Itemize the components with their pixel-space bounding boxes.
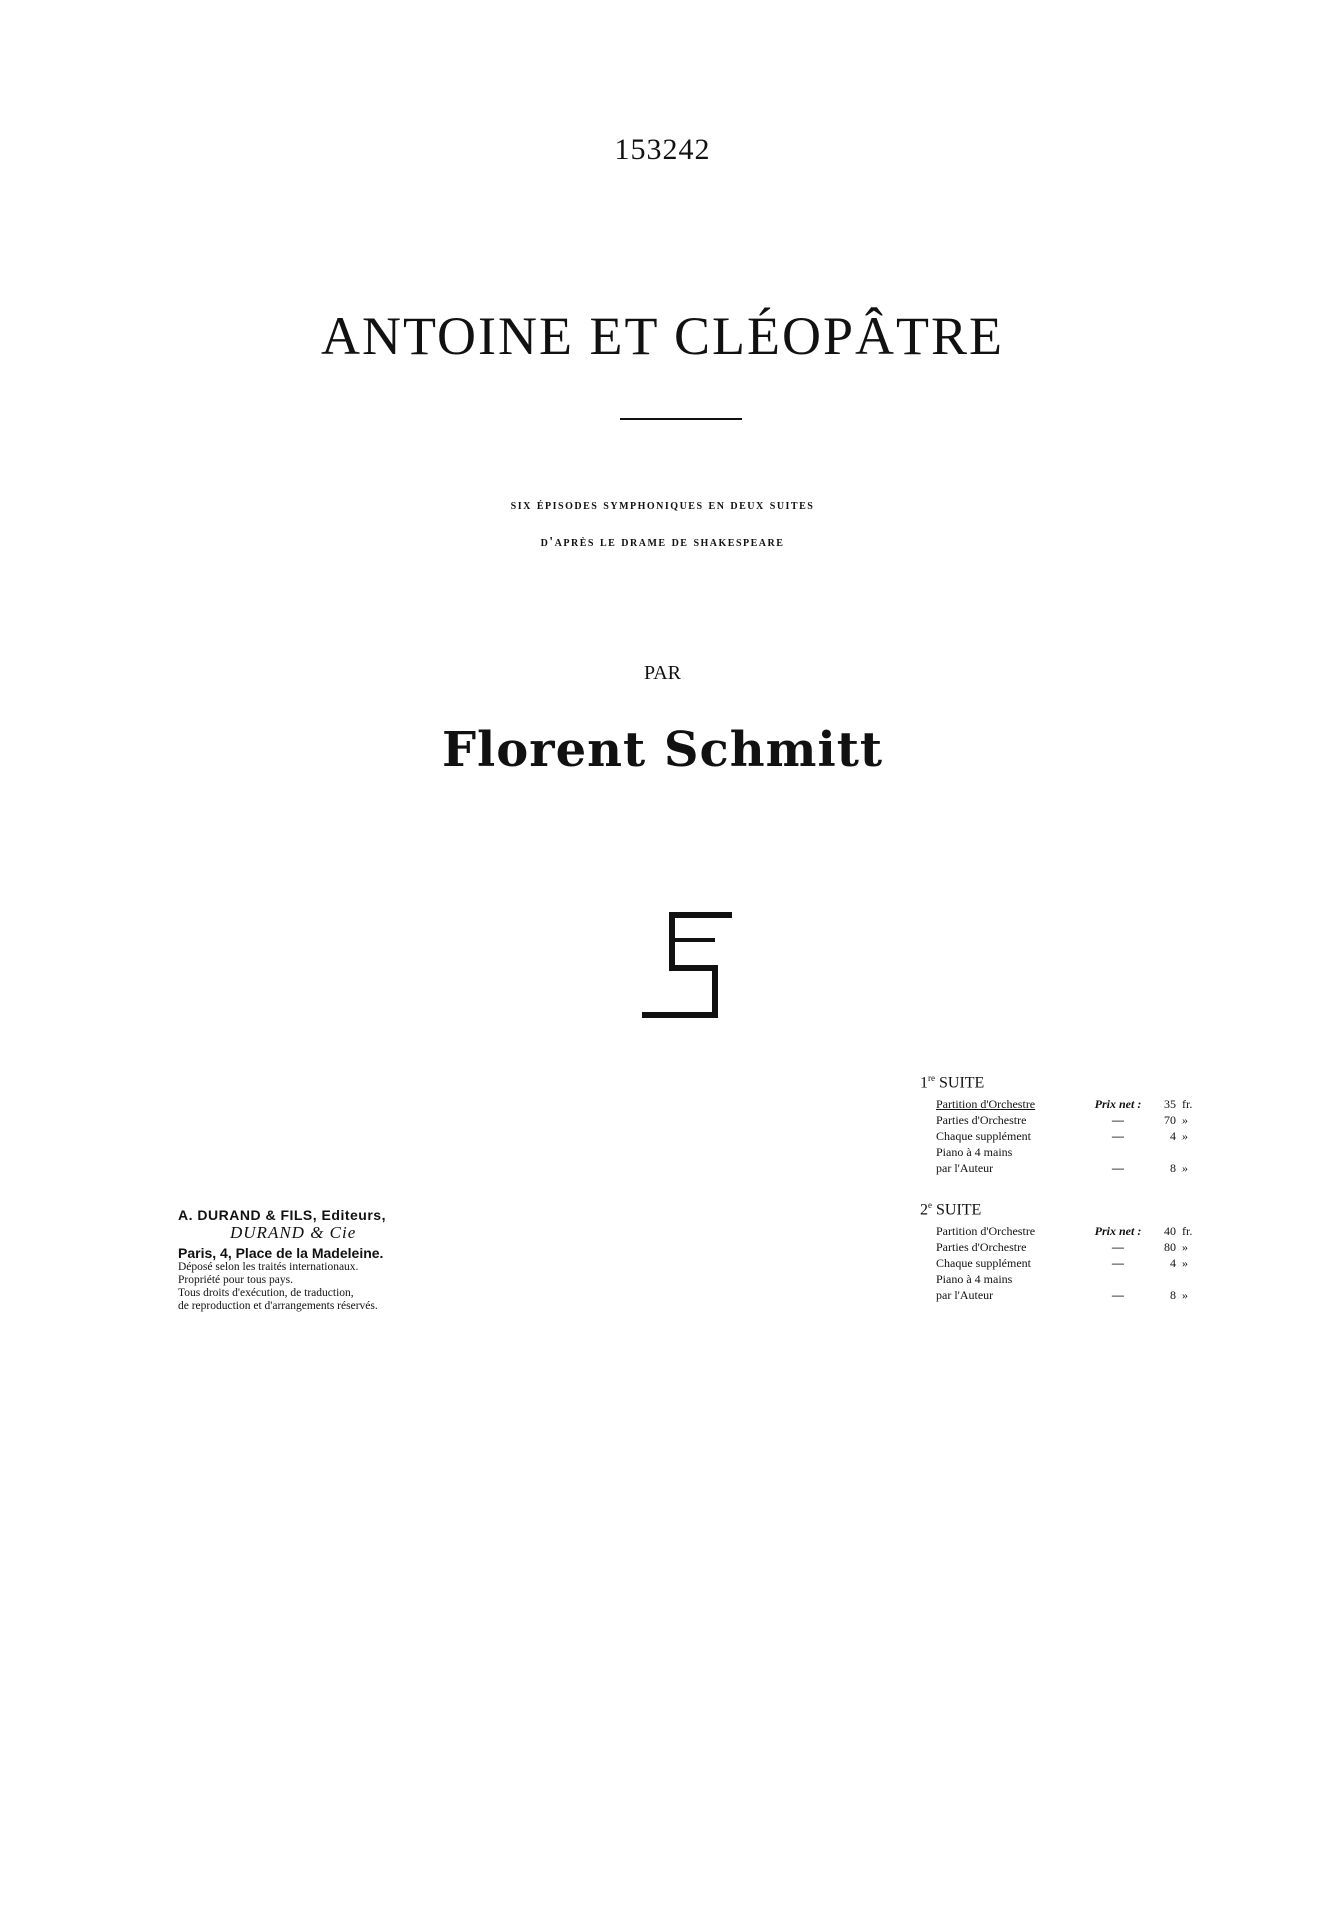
row-mid: —: [1112, 1113, 1124, 1128]
suite1-label: SUITE: [939, 1074, 985, 1092]
suite1-price-list: [920, 1073, 1193, 1176]
row-label: Piano à 4 mains: [936, 1145, 1013, 1160]
title-divider: [620, 418, 742, 420]
row-value: 40: [1164, 1224, 1176, 1239]
row-value: 80: [1164, 1240, 1176, 1255]
price-row: [936, 1128, 1190, 1144]
publisher-line1: A. DURAND & FILS, Editeurs,: [178, 1207, 386, 1223]
row-unit: »: [1182, 1129, 1188, 1144]
subtitle-line1: six épisodes symphoniques en deux suites: [510, 498, 815, 513]
catalog-number: 153242: [614, 133, 711, 166]
row-value: 8: [1170, 1288, 1176, 1303]
row-mid: Prix net :: [1094, 1224, 1142, 1239]
price-row: [936, 1255, 1190, 1271]
row-label: Parties d'Orchestre: [936, 1113, 1027, 1128]
row-label: Partition d'Orchestre: [936, 1224, 1036, 1239]
row-value: 35: [1164, 1097, 1176, 1112]
publisher-notice4: de reproduction et d'arrangements réservés.: [178, 1300, 378, 1312]
row-mid: —: [1112, 1256, 1124, 1271]
suite1-heading: [920, 1073, 1190, 1092]
price-row: [936, 1144, 1190, 1160]
price-row: [936, 1223, 1193, 1239]
row-mid: —: [1112, 1240, 1124, 1255]
row-unit: »: [1182, 1113, 1188, 1128]
suite2-label: SUITE: [936, 1201, 982, 1219]
publisher-address: Paris, 4, Place de la Madeleine.: [178, 1245, 384, 1261]
row-mid: Prix net :: [1094, 1097, 1142, 1112]
row-mid: —: [1112, 1129, 1124, 1144]
suite2-number: 2: [920, 1201, 928, 1219]
row-label: Parties d'Orchestre: [936, 1240, 1027, 1255]
suite1-number: 1: [920, 1074, 928, 1092]
row-unit: »: [1182, 1240, 1188, 1255]
row-mid: —: [1112, 1288, 1124, 1303]
publisher-block: [178, 1207, 498, 1313]
row-label: Piano à 4 mains: [936, 1272, 1013, 1287]
row-label: par l'Auteur: [936, 1161, 994, 1176]
row-value: 4: [1170, 1129, 1176, 1144]
row-label: par l'Auteur: [936, 1288, 994, 1303]
row-mid: —: [1112, 1161, 1124, 1176]
row-unit: fr.: [1182, 1224, 1193, 1239]
publisher-monogram-logo: [640, 910, 735, 1035]
row-value: 4: [1170, 1256, 1176, 1271]
price-row: [936, 1239, 1190, 1255]
publisher-notice1: Déposé selon les traités internationaux.: [178, 1261, 359, 1273]
row-label: Chaque supplément: [936, 1256, 1031, 1271]
page-title: ANTOINE ET CLÉOPÂTRE: [321, 306, 1004, 366]
row-unit: »: [1182, 1161, 1188, 1176]
publisher-notice2: Propriété pour tous pays.: [178, 1274, 293, 1286]
price-row: [936, 1287, 1190, 1303]
row-unit: fr.: [1182, 1097, 1193, 1112]
subtitle-line2: d'après le drame de shakespeare: [540, 535, 785, 550]
row-unit: »: [1182, 1256, 1188, 1271]
row-label: Chaque supplément: [936, 1129, 1031, 1144]
row-unit: »: [1182, 1288, 1188, 1303]
suite1-ordinal: re: [928, 1073, 935, 1083]
publisher-line2: DURAND & Cie: [230, 1223, 357, 1242]
row-value: 70: [1164, 1113, 1176, 1128]
price-row: [936, 1271, 1190, 1287]
suite2-ordinal: e: [928, 1200, 932, 1210]
suite2-price-list: [920, 1200, 1193, 1303]
price-row: [936, 1096, 1193, 1112]
price-row: [936, 1112, 1190, 1128]
publisher-notice3: Tous droits d'exécution, de traduction,: [178, 1287, 354, 1299]
composer-name: Florent Schmitt: [441, 722, 884, 778]
row-label: Partition d'Orchestre: [936, 1097, 1036, 1112]
par-label: PAR: [643, 662, 682, 684]
suite2-heading: [920, 1200, 1190, 1219]
row-value: 8: [1170, 1161, 1176, 1176]
price-row: [936, 1160, 1190, 1176]
